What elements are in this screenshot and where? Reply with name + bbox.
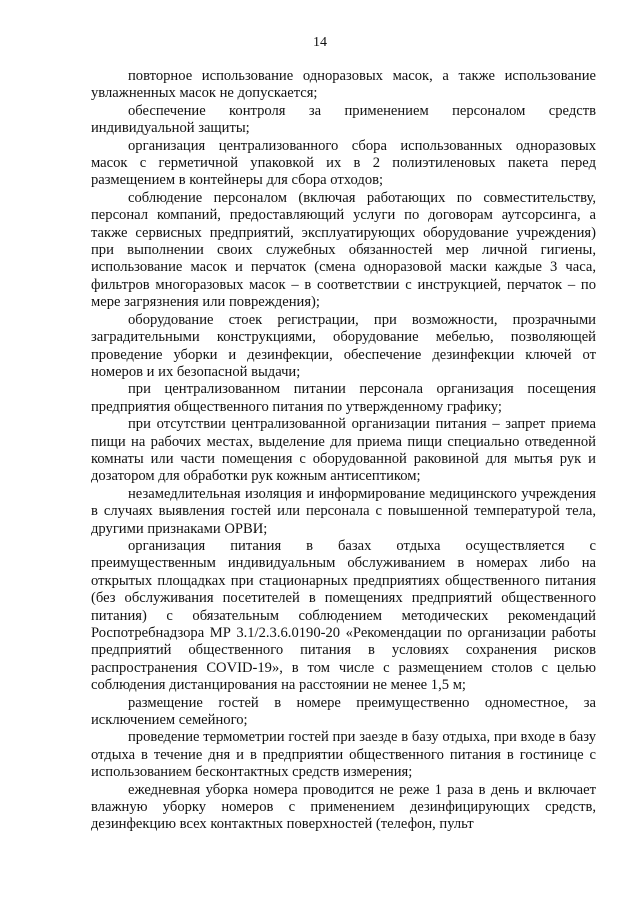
paragraph-daily-cleaning: ежедневная уборка номера проводится не реже 1 раза в день и включает влажную уборку номеров с применением дезинфицирующих средств, дезинфекцию всех контактных поверхностей (телефон, пульт xyxy=(91,781,596,833)
paragraph-guest-accommodation: размещение гостей в номере преимущественно одноместное, за исключением семейного; xyxy=(91,694,596,729)
paragraph-mask-reuse: повторное использование одноразовых масок, а также использование увлажненных масок не допускается; xyxy=(91,68,596,102)
paragraph-staff-hygiene: соблюдение персоналом (включая работающих по совместительству, персонал компаний, предоставляющий услуги по договорам аутсорсинга, а также сервисных предприятий, эксплуатирующих оборудование учреждения) при выполнении своих служебных обязанностей мер личной гигиены, использование масок и перчаток (смена одноразовой маски каждые 3 часа, фильтров многоразовых масок – в соответствии с инструкцией, перчаток – по мере загрязнения или повреждения); xyxy=(91,189,596,311)
paragraph-centralized-meals: при централизованном питании персонала организация посещения предприятия общественного питания по утвержденному графику; xyxy=(91,381,596,415)
page-number: 14 xyxy=(313,35,327,50)
paragraph-isolation: незамедлительная изоляция и информирование медицинского учреждения в случаях выявления гостей или персонала с повышенной температурой тела, другими признаками ОРВИ; xyxy=(91,485,596,537)
paragraph-catering-organization: организация питания в базах отдыха осуществляется с преимущественным индивидуальным обслуживанием в номерах либо на открытых площадках при стационарных предприятиях общественного питания (без обслуживания посетителей в помещениях предприятий общественного питания) с обязательным соблюдением методических рекомендаций Роспотребнадзора МР 3.1/2.3.6.0190-20 «Рекомендации по организации работы предприятий общественного питания в условиях сохранения рисков распространения COVID-19», в том числе с размещением столов с целью соблюдения дистанцирования на расстоянии не менее 1,5 м; xyxy=(91,537,596,694)
paragraph-mask-collection: организация централизованного сбора использованных одноразовых масок с герметичной упаковкой их в 2 полиэтиленовых пакета перед размещением в контейнеры для сбора отходов; xyxy=(91,137,596,189)
paragraph-no-centralized-meals: при отсутствии централизованной организации питания – запрет приема пищи на рабочих местах, выделение для приема пищи специально отведенной комнаты или части помещения с оборудованной раковиной для мытья рук и дозатором для обработки рук кожным антисептиком; xyxy=(91,416,596,485)
paragraph-reception-equipment: оборудование стоек регистрации, при возможности, прозрачными заградительными конструкциями, оборудование мебелью, позволяющей проведение уборки и дезинфекции, обеспечение дезинфекции ключей от номеров и их безопасной выдачи; xyxy=(91,311,596,380)
document-body xyxy=(91,68,596,834)
paragraph-ppe-control: обеспечение контроля за применением персоналом средств индивидуальной защиты; xyxy=(91,102,596,137)
paragraph-thermometry: проведение термометрии гостей при заезде в базу отдыха, при входе в базу отдыха в течение дня и в предприятии общественного питания в гостинице с использованием бесконтактных средств измерения; xyxy=(91,729,596,781)
